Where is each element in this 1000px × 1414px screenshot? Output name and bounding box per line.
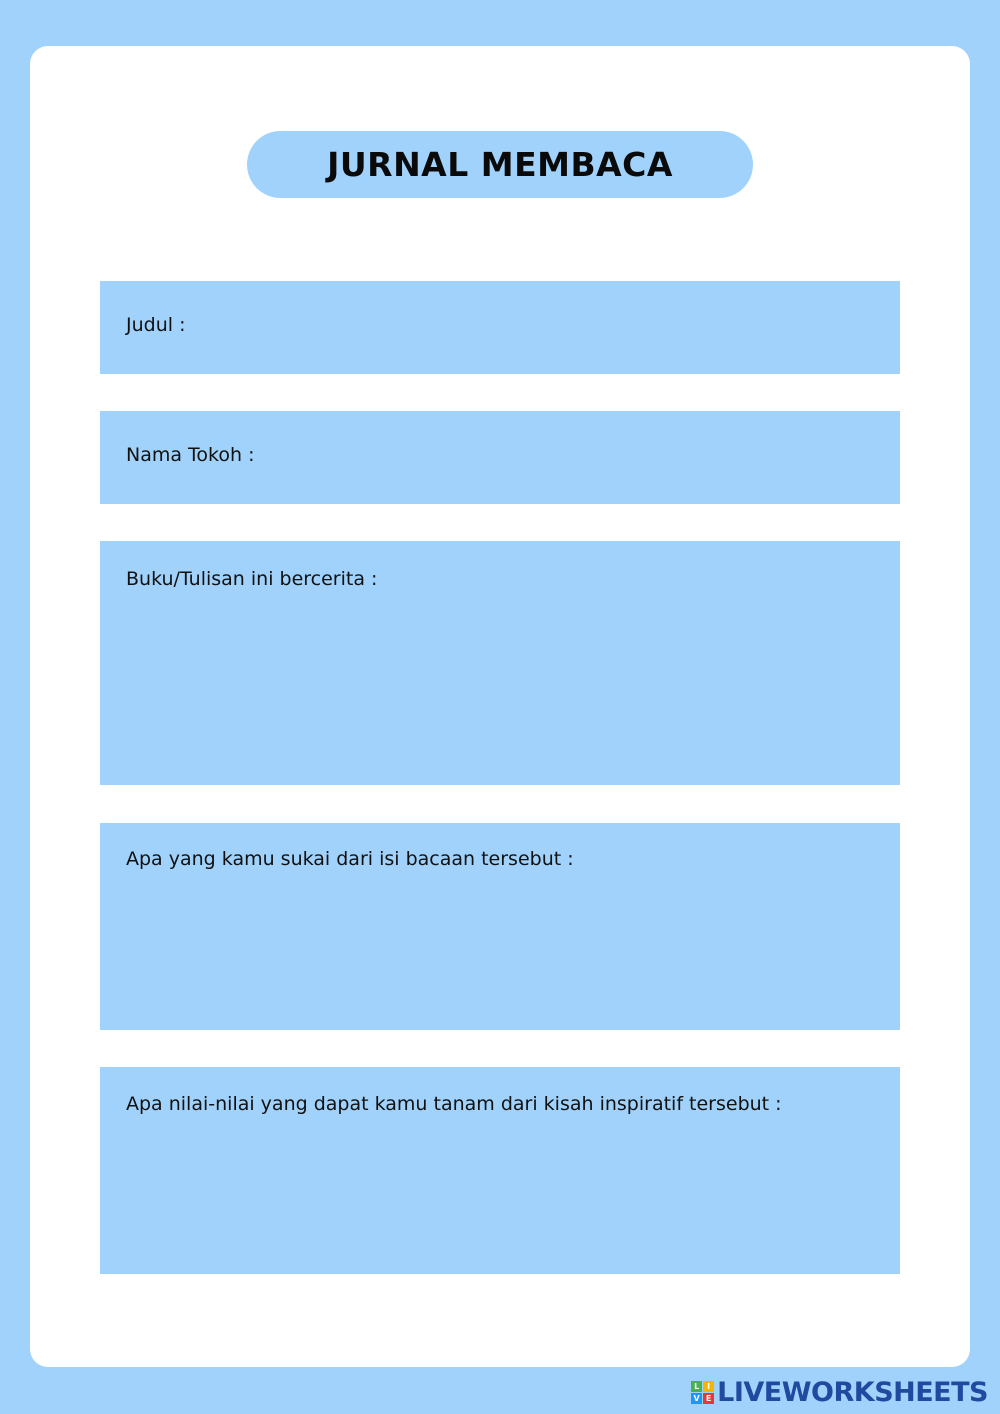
values-field — [100, 1067, 900, 1274]
liveworksheets-brand — [691, 1377, 988, 1408]
logo-letter-v: V — [691, 1393, 702, 1404]
title-field — [100, 281, 900, 374]
page-title: JURNAL MEMBACA — [327, 145, 673, 184]
character-field — [100, 411, 900, 504]
liked-answer-input[interactable] — [120, 885, 880, 1010]
logo-letter-i: I — [703, 1381, 714, 1392]
title-answer-input[interactable] — [210, 313, 880, 341]
values-field-label: Apa nilai-nilai yang dapat kamu tanam dari kisah inspiratif tersebut : — [126, 1093, 782, 1115]
story-field — [100, 541, 900, 785]
values-answer-input[interactable] — [120, 1129, 880, 1254]
logo-letter-e: E — [703, 1393, 714, 1404]
title-field-label: Judul : — [126, 314, 186, 336]
logo-letter-l: L — [691, 1381, 702, 1392]
liveworksheets-logo-icon — [691, 1381, 714, 1404]
story-answer-input[interactable] — [120, 605, 880, 765]
title-banner — [247, 131, 753, 198]
character-answer-input[interactable] — [275, 443, 880, 471]
story-field-label: Buku/Tulisan ini bercerita : — [126, 568, 378, 590]
brand-name: LIVEWORKSHEETS — [717, 1377, 988, 1408]
character-field-label: Nama Tokoh : — [126, 444, 255, 466]
liked-field-label: Apa yang kamu sukai dari isi bacaan tersebut : — [126, 848, 574, 870]
liked-field — [100, 823, 900, 1030]
